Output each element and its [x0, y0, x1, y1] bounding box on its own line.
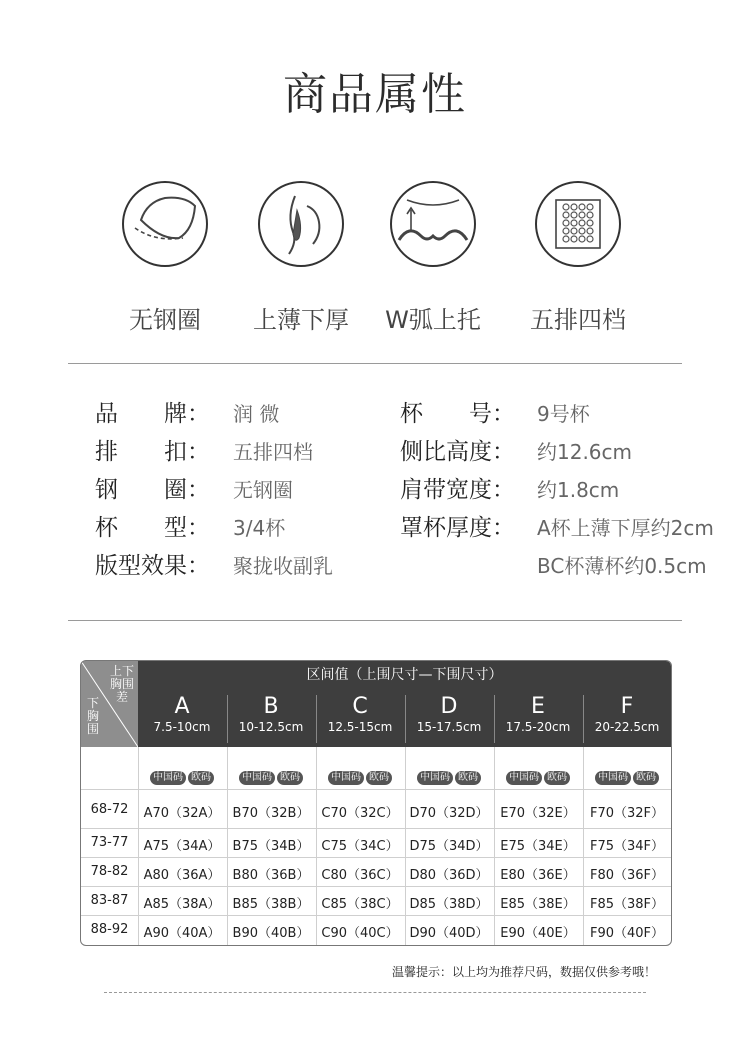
header-separator	[583, 695, 584, 743]
row-band-label: 73-77	[90, 835, 129, 850]
size-cell: B90（40B）	[232, 926, 310, 941]
size-cell: E75（34E）	[500, 839, 576, 854]
corner-bottom-label: 下 胸 围	[86, 696, 99, 736]
size-cell: C75（34C）	[321, 839, 399, 854]
badge-group	[316, 765, 404, 785]
thin-top-thick-bottom-icon	[257, 180, 345, 268]
attr-value-hooks: 五排四档	[233, 440, 313, 464]
wireless-cup-icon	[121, 180, 209, 268]
divider	[68, 620, 682, 621]
cup-range: 10-12.5cm	[238, 720, 304, 734]
attr-key-side-height: 侧比高度：	[400, 439, 515, 465]
row-band-label: 88-92	[90, 922, 129, 937]
badge-group	[138, 765, 226, 785]
feature-label: 上薄下厚	[253, 306, 349, 334]
eu-size-badge: 欧码	[633, 771, 659, 785]
badge-group	[583, 765, 671, 785]
feature-thin-thick	[241, 180, 361, 335]
size-cell: E70（32E）	[500, 806, 576, 821]
size-cell: F70（32F）	[589, 806, 665, 821]
cup-range: 17.5-20cm	[505, 720, 571, 734]
cup-range: 7.5-10cm	[153, 720, 211, 734]
cup-letter: B	[263, 694, 279, 719]
size-cell: D70（32D）	[409, 806, 489, 821]
cup-header-d	[405, 691, 493, 747]
header-separator	[227, 695, 228, 743]
attr-key-cup-type: 杯 型：	[95, 515, 210, 541]
w-arc-lift-icon	[389, 180, 477, 268]
attr-value-wire: 无钢圈	[233, 478, 293, 502]
attr-key-hooks: 排 扣：	[95, 439, 210, 465]
attr-value-cup-no: 9号杯	[537, 402, 590, 426]
cup-header-e	[494, 691, 582, 747]
row-band-label: 83-87	[90, 893, 129, 908]
feature-wireless	[105, 180, 225, 335]
badge-group	[405, 765, 493, 785]
size-cell: C70（32C）	[321, 806, 399, 821]
cn-size-badge: 中国码	[239, 771, 275, 785]
cup-letter: A	[174, 694, 190, 719]
size-cell: F90（40F）	[589, 926, 665, 941]
corner-cell	[81, 661, 138, 747]
feature-label: 无钢圈	[129, 306, 201, 334]
cup-letter: F	[620, 694, 634, 719]
page-title: 商品属性	[283, 69, 467, 120]
cup-letter: D	[440, 694, 458, 719]
attr-value-effect: 聚拢收副乳	[233, 554, 333, 578]
dotted-divider	[104, 992, 646, 993]
divider	[68, 363, 682, 364]
attr-value-strap-width: 约1.8cm	[537, 478, 620, 502]
header-separator	[316, 695, 317, 743]
attr-value-cup-thickness: A杯上薄下厚约2cm	[537, 516, 714, 540]
size-cell: D85（38D）	[409, 897, 489, 912]
header-separator	[494, 695, 495, 743]
feature-label: 五排四档	[530, 306, 626, 334]
attr-key-strap-width: 肩带宽度：	[400, 477, 515, 503]
eu-size-badge: 欧码	[277, 771, 303, 785]
corner-top-label: 上下 胸围 差	[109, 664, 134, 704]
attr-value-side-height: 约12.6cm	[537, 440, 633, 464]
eu-size-badge: 欧码	[366, 771, 392, 785]
cup-header-c	[316, 691, 404, 747]
badge-group	[227, 765, 315, 785]
eu-size-badge: 欧码	[188, 771, 214, 785]
size-cell: B85（38B）	[232, 897, 310, 912]
cup-range: 20-22.5cm	[594, 720, 660, 734]
size-cell: C90（40C）	[321, 926, 399, 941]
cn-size-badge: 中国码	[595, 771, 631, 785]
size-cell: A85（38A）	[143, 897, 221, 912]
row-band-label: 78-82	[90, 864, 129, 879]
cn-size-badge: 中国码	[328, 771, 364, 785]
size-cell: C85（38C）	[321, 897, 399, 912]
row-band-label: 68-72	[90, 802, 129, 817]
cup-letter: E	[531, 694, 545, 719]
cup-letter: C	[352, 694, 368, 719]
cn-size-badge: 中国码	[417, 771, 453, 785]
feature-w-arc	[373, 180, 493, 335]
attr-key-cup-no: 杯 号：	[400, 401, 515, 427]
size-cell: B70（32B）	[232, 806, 310, 821]
cup-header-f	[583, 691, 671, 747]
size-cell: D75（34D）	[409, 839, 489, 854]
size-cell: E90（40E）	[500, 926, 576, 941]
cup-header-b	[227, 691, 315, 747]
size-cell: E85（38E）	[500, 897, 576, 912]
size-cell: A75（34A）	[143, 839, 221, 854]
size-cell: D80（36D）	[409, 868, 489, 883]
attr-key-brand: 品 牌：	[95, 401, 210, 427]
attr-key-effect: 版型效果：	[95, 553, 210, 579]
size-table-header	[81, 661, 671, 747]
size-cell: F85（38F）	[589, 897, 665, 912]
size-cell: B80（36B）	[232, 868, 310, 883]
range-title: 区间值（上围尺寸—下围尺寸）	[306, 667, 503, 683]
badge-group	[494, 765, 582, 785]
size-cell: C80（36C）	[321, 868, 399, 883]
size-cell: F80（36F）	[589, 868, 665, 883]
cup-header-a	[138, 691, 226, 747]
attr-value-brand: 润 微	[233, 402, 280, 426]
size-cell: B75（34B）	[232, 839, 310, 854]
size-table	[80, 660, 672, 946]
attr-key-wire: 钢 圈：	[95, 477, 210, 503]
tip-text: 温馨提示：以上均为推荐尺码，数据仅供参考哦！	[391, 965, 656, 979]
attr-value-cup-type: 3/4杯	[233, 516, 286, 540]
size-cell: A80（36A）	[143, 868, 221, 883]
size-cell: D90（40D）	[409, 926, 489, 941]
attr-key-cup-thickness: 罩杯厚度：	[400, 515, 515, 541]
header-separator	[405, 695, 406, 743]
eu-size-badge: 欧码	[544, 771, 570, 785]
cn-size-badge: 中国码	[150, 771, 186, 785]
cn-size-badge: 中国码	[506, 771, 542, 785]
eu-size-badge: 欧码	[455, 771, 481, 785]
hook-eye-rows-icon	[534, 180, 622, 268]
feature-label: W弧上托	[385, 306, 481, 334]
size-cell: F75（34F）	[589, 839, 665, 854]
cup-range: 12.5-15cm	[327, 720, 393, 734]
size-cell: A90（40A）	[143, 926, 221, 941]
size-cell: E80（36E）	[500, 868, 576, 883]
cup-range: 15-17.5cm	[416, 720, 482, 734]
feature-hooks	[518, 180, 638, 335]
size-cell: A70（32A）	[143, 806, 221, 821]
attr-value-cup-thickness-bc: BC杯薄杯约0.5cm	[537, 554, 707, 578]
